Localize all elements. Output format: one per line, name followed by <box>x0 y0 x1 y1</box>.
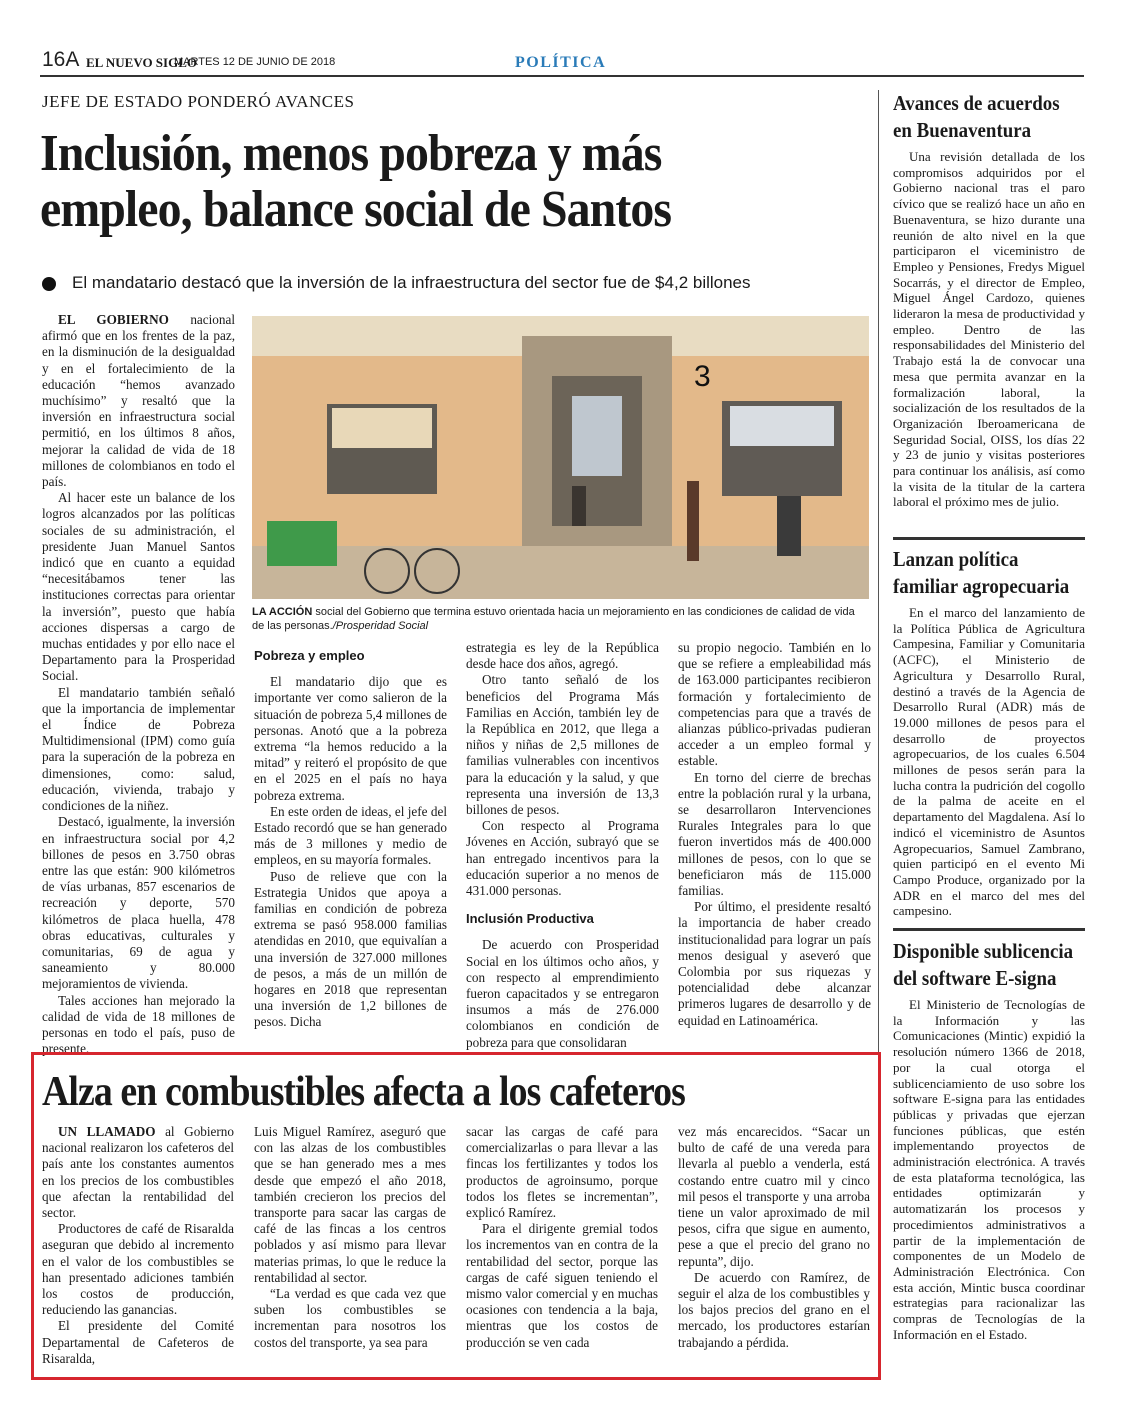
caption-text: social del Gobierno que termina estuvo orientada hacia un mejoramiento en las condiciones de calidad de vida de las personas. <box>252 606 855 632</box>
sidebar-title-1: Avances de acuerdos en Buenaventura <box>893 91 1060 142</box>
paragraph: El Ministerio de Tecnologías de la Información y las Comunicaciones (Mintic) expidió la resolución número 1366 de 2018, por la cual otorga el sublicenciamiento de uso sobre los software E-signa para las entidades públicas y privadas que ejerzan funciones públicas, que estén implementando proyectos de administración electrónica. A través de esta plataforma tecnológica, las entidades optimizarán y automatizarán los procesos y procedimientos administrativos a partir de la implementación de componentes de un Modelo de Administración Electrónica. Con esta acción, Mintic busca coordinar estrategias para racionalizar las compras de Tecnologías de la Información en el Estado. <box>893 997 1085 1342</box>
paragraph: Por último, el presidente resaltó la importancia de haber creado institucionalidad para lograr un país menos desigual y aseveró que Colombia por sus riquezas y potencialidad debe alcanzar primeros lugares de desarrollo y de equidad en Latinoamérica. <box>678 899 871 1028</box>
paragraph: Una revisión detallada de los compromisos adquiridos por el Gobierno nacional tras el paro cívico que se realizó hace un año en Buenaventura, se hizo durante una reunión de alto nivel en la que participaron el viceministro de Empleo y Pensiones, Fredys Miguel Socarrás, y el director de Empleo, Miguel Ángel Cardozo, quienes lideraron la mesa de productividad y empleo. Dentro de las responsabilidades del Ministerio del Trabajo está la de convocar una mesa que permita avanzar en la formalización laboral, la socialización de los resultados de la Organización Iberoamericana de Seguridad Social, OISS, los días 22 y 23 de junio y visitas posteriores para continuar los análisis, así como la visita de la titular de la cartera laboral el próximo mes de julio. <box>893 149 1085 510</box>
article-column-1 <box>42 312 235 1057</box>
paragraph: “La verdad es que cada vez que suben los combustibles se incrementan para nosotros los costos del transporte, ya sea para <box>254 1286 446 1350</box>
paragraph: De acuerdo con Ramírez, de seguir el alza de los combustibles y los bajos precios del grano en el mercado, los productores estarían trabajando a pérdida. <box>678 1269 870 1350</box>
paragraph: El presidente del Comité Departamental de Cafeteros de Risaralda, <box>42 1318 234 1366</box>
paragraph: Destacó, igualmente, la inversión en infraestructura social por 4,2 billones de pesos en 3.750 obras entre las que están: 900 kilómetros de vías urbanas, 857 escenarios de recreación y deporte, 570 kilómetros de placa huella, 478 obras educativas, culturales y comunitarias, 69 de agua y saneamiento y 80.000 mejoramientos de vivienda. <box>42 814 235 992</box>
paragraph: sacar las cargas de café para comercializarlas o para llevar a las fincas los fertilizantes y todos los productos de agroinsumo, porque todos los fletes se incrementan”, explicó Ramírez. <box>466 1124 658 1221</box>
paragraph: El mandatario dijo que es importante ver como salieron de la situación de pobreza 5,4 millones de personas. Anotó que a la pobreza extrema “la hemos reducido a la mitad” y reiteró el propósito de que en el 2025 en el país no haya pobreza extrema. <box>254 674 447 803</box>
lead-in: UN LLAMADO <box>58 1124 156 1139</box>
sidebar-text-3 <box>893 997 1085 1342</box>
photo-caption <box>252 605 869 633</box>
paragraph: Al hacer este un balance de los logros alcanzados por las políticas sociales de su administración, el presidente Juan Manuel Santos indicó que en cuanto a equidad “necesitábamos tener las instituciones correctas para orientar la inversión”, puesto que había acciones dispersas a cargo de muchas entidades y por ello nace el Departamento para la Prosperidad Social. <box>42 490 235 684</box>
paragraph: En este orden de ideas, el jefe del Estado recordó que se han generado más de 3 millones y medio de empleos, en su mayoría formales. <box>254 803 447 868</box>
box-column-3 <box>466 1124 658 1372</box>
sidebar-rule-1 <box>893 537 1085 540</box>
article-photo <box>252 316 869 599</box>
paragraph: Con respecto al Programa Jóvenes en Acción, subrayó que se han entregado incentivos para la educación superior a no menos de 431.000 personas. <box>466 818 659 899</box>
sidebar-text-2 <box>893 605 1085 919</box>
paragraph: Luis Miguel Ramírez, aseguró que con las alzas de los combustibles que se han generado mes a mes desde que empezó el año 2018, también crecieron los precios del transporte para sacar las cargas de café de las fincas a los centros poblados y así mismo para llevar materias primas, lo que le reduce la rentabilidad al sector. <box>254 1124 446 1285</box>
page-number: 16A <box>42 48 80 71</box>
headline: Inclusión, menos pobreza y más empleo, balance social de Santos <box>40 125 672 238</box>
kicker: JEFE DE ESTADO PONDERÓ AVANCES <box>42 92 355 111</box>
paragraph: su propio negocio. También en lo que se refiere a empleabilidad más de 163.000 participantes recibieron formación y fortalecimiento de competencias para que a través de alianzas público-privadas pudieran acceder a un empleo formal y estable. <box>678 640 871 769</box>
section-subtitle: Pobreza y empleo <box>254 648 365 663</box>
box-column-1 <box>42 1124 234 1372</box>
sidebar-rule-2 <box>893 928 1085 931</box>
subheadline: El mandatario destacó que la inversión de la infraestructura del sector fue de $4,2 billones <box>72 273 751 292</box>
paragraph: estrategia es ley de la República desde hace dos años, agregó. <box>466 640 659 672</box>
newspaper-name: EL NUEVO SIGLO <box>86 55 197 70</box>
paragraph: De acuerdo con Prosperidad Social en los últimos ocho años, y con respecto al emprendimiento fueron capacitados y se entregaron insumos a más de 276.000 colombianos en condición de pobreza para que consolidaran <box>466 937 659 1050</box>
section-name: POLÍTICA <box>515 54 607 71</box>
box-column-4 <box>678 1124 870 1372</box>
sidebar-text-1 <box>893 149 1085 510</box>
issue-date: MARTES 12 DE JUNIO DE 2018 <box>174 56 336 68</box>
masthead-rule <box>40 75 1084 77</box>
article-column-4 <box>678 640 871 1044</box>
article-column-2 <box>254 644 447 1044</box>
paragraph: al Gobierno nacional realizaron los cafeteros del país ante los constantes aumentos en los precios de los combustibles que afectan la rentabilidad del sector. <box>42 1124 234 1221</box>
photo-credit: /Prosperidad Social <box>332 620 429 632</box>
building-number: 3 <box>694 360 711 393</box>
paragraph: El mandatario también señaló que la importancia de implementar el Índice de Pobreza Multidimensional (IPM) como guía para la superación de la pobreza en dimensiones, como: salud, educación, vivienda, trabajo y condiciones de la niñez. <box>42 684 235 814</box>
paragraph: Para el dirigente gremial todos los incrementos van en contra de la rentabilidad del sector, porque las cargas de café siguen teniendo el mismo valor comercial y en muchas ocasiones con tendencia a la baja, mientras que los costos de producción se ven cada <box>466 1221 658 1350</box>
paragraph: vez más encarecidos. “Sacar un bulto de café de una vereda para llevarla al pueblo a venderla, está costando entre cuatro mil y cinco mil pesos el transporte y una arroba tiene un valor aproximado de mil pesos, cifra que sigue en aumento, pese a que el precio del grano no repunta”, dijo. <box>678 1124 870 1269</box>
paragraph: nacional afirmó que en los frentes de la paz, en la disminución de la desigualdad y en el fortalecimiento de la educación “hemos avanzado muchísimo” y resaltó que la inversión en infraestructura social permitió, en los últimos 8 años, mejorar la calidad de vida de 18 millones de colombianos en todo el país. <box>42 312 235 490</box>
paragraph: En torno del cierre de brechas entre la población rural y la urbana, se desarrollaron Intervenciones Rurales Integrales para lo que fueron invertidos más de 400.000 millones de pesos, con lo que se beneficiaron más de 115.000 familias. <box>678 769 871 899</box>
article-column-3 <box>466 640 659 1050</box>
bullet-icon <box>42 277 56 291</box>
lead-in: EL GOBIERNO <box>58 312 169 327</box>
housing-photo <box>252 316 869 599</box>
sidebar-title-2: Lanzan política familiar agropecuaria <box>893 547 1070 598</box>
paragraph: Productores de café de Risaralda aseguran que debido al incremento en el valor de los combustibles se han presentado adiciones también los costos de producción, reduciendo las ganancias. <box>42 1221 234 1318</box>
caption-lead: LA ACCIÓN <box>252 606 313 618</box>
paragraph: Otro tanto señaló de los beneficios del Programa Más Familias en Acción, también ley de la República en 2012, que llega a niños y niñas de 2,5 millones de familias vulnerables con incentivos para la educación y la salud, y que representa una inversión de 13,3 billones de pesos. <box>466 672 659 818</box>
box-column-2 <box>254 1124 446 1372</box>
paragraph: Puso de relieve que con la Estrategia Unidos que apoya a familias en condición de pobreza extrema se pasó 958.000 familias atendidas en 2010, que equivalían a una inversión de 327.000 millones de pesos, a más de un millón de hogares en 2018 que representan una inversión de 1,2 billones de pesos. Dicha <box>254 868 447 1030</box>
section-subtitle: Inclusión Productiva <box>466 911 594 927</box>
box-headline: Alza en combustibles afecta a los cafeteros <box>42 1069 685 1115</box>
paragraph: Tales acciones han mejorado la calidad de vida de 18 millones de personas en todo el país, puso de presente. <box>42 992 235 1057</box>
sidebar-title-3: Disponible sublicencia del software E-signa <box>893 939 1074 990</box>
paragraph: En el marco del lanzamiento de la Política Pública de Agricultura Campesina, Familiar y Comunitaria (ACFC), el Ministerio de Agricultura y Desarrollo Rural, destinó a través de la Agencia de Desarrollo Rural (ADR) más de 19.000 millones de pesos para el desarrollo de proyectos agropecuarios, de los cuales 6.504 millones de pesos serán para la lucha contra la pudrición del cogollo de la palma de aceite en el departamento del Magdalena. Así lo indicó el viceministro de Asuntos Agropecuarios, Samuel Zambrano, quien participó en el evento Mi Campo Produce, organizado por la ADR en el marco del mes del campesino. <box>893 605 1085 919</box>
